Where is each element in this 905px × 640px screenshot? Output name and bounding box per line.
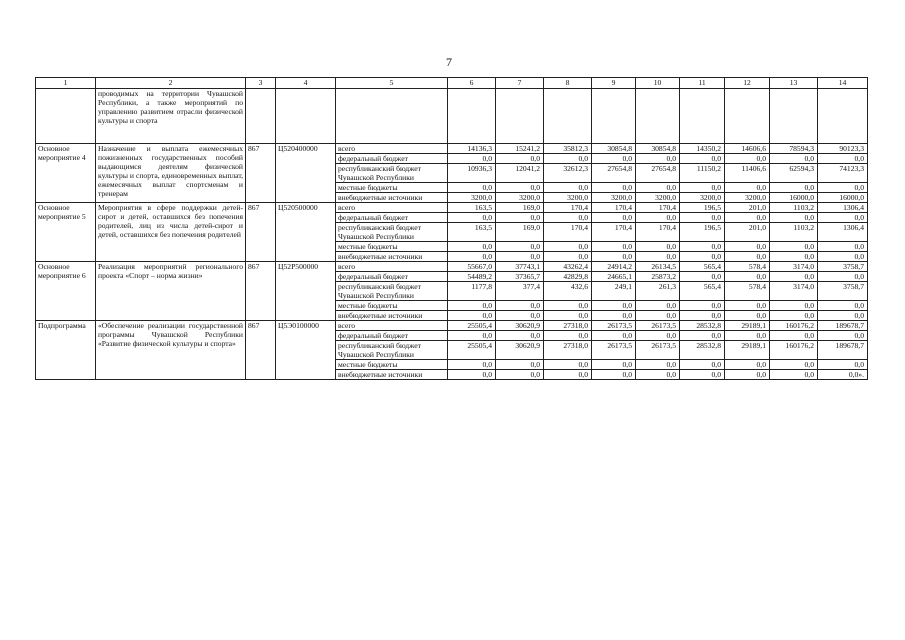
funding-source: внебюджетные источники — [336, 311, 448, 321]
amount-cell: 0,0 — [448, 242, 496, 252]
amount-cell: 160176,2 — [770, 321, 818, 331]
amount-cell: 11406,6 — [725, 164, 770, 183]
funding-source: всего — [336, 262, 448, 272]
amount-cell: 0,0 — [636, 311, 680, 321]
amount-cell: 1103,2 — [770, 223, 818, 242]
funding-source: всего — [336, 144, 448, 154]
amount-cell: 0,0 — [725, 213, 770, 223]
funding-source: местные бюджеты — [336, 360, 448, 370]
amount-cell: 0,0 — [544, 301, 592, 311]
amount-cell: 1306,4 — [818, 223, 868, 242]
amount-cell: 0,0 — [636, 370, 680, 380]
amount-cell: 0,0 — [770, 154, 818, 164]
amount-cell: 27654,8 — [636, 164, 680, 183]
amount-cell: 3758,7 — [818, 282, 868, 301]
amount-cell: 0,0 — [592, 311, 636, 321]
amount-cell: 0,0 — [496, 252, 544, 262]
amount-cell: 27654,8 — [592, 164, 636, 183]
amount-cell: 0,0 — [636, 331, 680, 341]
amount-cell: 3200,0 — [680, 193, 725, 203]
amount-cell: 0,0 — [496, 311, 544, 321]
amount-cell: 0,0 — [770, 311, 818, 321]
amount-cell: 0,0 — [448, 154, 496, 164]
amount-cell: 0,0 — [496, 183, 544, 193]
amount-cell: 0,0 — [818, 272, 868, 282]
amount-cell: 3200,0 — [636, 193, 680, 203]
amount-cell: 170,4 — [592, 223, 636, 242]
amount-cell: 0,0 — [544, 154, 592, 164]
amount-cell: 0,0 — [680, 242, 725, 252]
amount-cell: 25505,4 — [448, 321, 496, 331]
header-cell: 13 — [770, 78, 818, 89]
amount-cell: 3200,0 — [592, 193, 636, 203]
funding-source: федеральный бюджет — [336, 331, 448, 341]
header-cell: 2 — [96, 78, 246, 89]
budget-code: Ц5Э0100000 — [276, 321, 336, 380]
amount-cell: 3200,0 — [496, 193, 544, 203]
amount-cell: 0,0 — [448, 252, 496, 262]
funding-source: республиканский бюджет Чувашской Республики — [336, 341, 448, 360]
amount-cell: 11150,2 — [680, 164, 725, 183]
amount-cell: 0,0 — [448, 301, 496, 311]
amount-cell: 0,0 — [544, 242, 592, 252]
amount-cell: 0,0 — [818, 242, 868, 252]
amount-cell: 0,0». — [818, 370, 868, 380]
amount-cell: 0,0 — [770, 301, 818, 311]
amount-cell: 0,0 — [544, 183, 592, 193]
amount-cell: 37743,1 — [496, 262, 544, 272]
amount-cell: 26134,5 — [636, 262, 680, 272]
measure-description: Реализация мероприятий регионального проекта «Спорт – норма жизни» — [96, 262, 246, 321]
column-number-header — [36, 78, 868, 89]
amount-cell: 16000,0 — [770, 193, 818, 203]
amount-cell: 0,0 — [725, 242, 770, 252]
amount-cell: 0,0 — [592, 301, 636, 311]
measure-description: Мероприятия в сфере поддержки детей-сирот и детей, оставшихся без попечения родителей, лиц из числа детей-сирот и детей, оставшихся без попечения родителей — [96, 203, 246, 262]
amount-cell: 26173,5 — [592, 341, 636, 360]
amount-cell: 0,0 — [636, 213, 680, 223]
amount-cell: 26173,5 — [592, 321, 636, 331]
table-body — [36, 78, 868, 380]
amount-cell: 35812,3 — [544, 144, 592, 154]
amount-cell: 42829,8 — [544, 272, 592, 282]
amount-cell: 27318,0 — [544, 321, 592, 331]
amount-cell: 62594,3 — [770, 164, 818, 183]
amount-cell: 0,0 — [544, 331, 592, 341]
amount-cell: 0,0 — [496, 154, 544, 164]
amount-cell: 0,0 — [818, 213, 868, 223]
header-cell: 8 — [544, 78, 592, 89]
amount-cell: 0,0 — [725, 360, 770, 370]
funding-source: республиканский бюджет Чувашской Республики — [336, 223, 448, 242]
amount-cell: 0,0 — [818, 301, 868, 311]
amount-cell: 24665,1 — [592, 272, 636, 282]
amount-cell: 170,4 — [592, 203, 636, 213]
funding-source: федеральный бюджет — [336, 272, 448, 282]
amount-cell: 578,4 — [725, 262, 770, 272]
amount-cell: 0,0 — [725, 183, 770, 193]
amount-cell: 0,0 — [592, 183, 636, 193]
grbs-code: 867 — [246, 321, 276, 380]
amount-cell: 377,4 — [496, 282, 544, 301]
measure-name: Основное мероприятие 5 — [36, 203, 96, 262]
amount-cell: 0,0 — [818, 311, 868, 321]
amount-cell: 0,0 — [592, 252, 636, 262]
amount-cell: 1306,4 — [818, 203, 868, 213]
amount-cell: 12041,2 — [496, 164, 544, 183]
amount-cell: 0,0 — [636, 183, 680, 193]
page-number: 7 — [446, 55, 452, 69]
amount-cell: 0,0 — [770, 370, 818, 380]
amount-cell: 0,0 — [680, 311, 725, 321]
amount-cell: 0,0 — [818, 154, 868, 164]
amount-cell: 0,0 — [770, 272, 818, 282]
table-row — [36, 321, 868, 331]
amount-cell: 29189,1 — [725, 321, 770, 331]
header-cell: 3 — [246, 78, 276, 89]
header-cell: 11 — [680, 78, 725, 89]
header-cell: 1 — [36, 78, 96, 89]
amount-cell: 0,0 — [496, 213, 544, 223]
header-cell: 5 — [336, 78, 448, 89]
amount-cell: 0,0 — [544, 252, 592, 262]
amount-cell: 170,4 — [636, 223, 680, 242]
amount-cell: 0,0 — [680, 360, 725, 370]
budget-code: Ц52P500000 — [276, 262, 336, 321]
amount-cell: 3174,0 — [770, 262, 818, 272]
amount-cell: 0,0 — [770, 331, 818, 341]
amount-cell: 0,0 — [818, 331, 868, 341]
amount-cell: 432,6 — [544, 282, 592, 301]
amount-cell: 37365,7 — [496, 272, 544, 282]
amount-cell: 0,0 — [770, 213, 818, 223]
funding-source: всего — [336, 203, 448, 213]
amount-cell: 25505,4 — [448, 341, 496, 360]
amount-cell: 0,0 — [448, 331, 496, 341]
amount-cell: 0,0 — [770, 183, 818, 193]
amount-cell: 0,0 — [818, 183, 868, 193]
amount-cell: 30620,9 — [496, 321, 544, 331]
amount-cell: 0,0 — [544, 360, 592, 370]
funding-source: республиканский бюджет Чувашской Республики — [336, 164, 448, 183]
amount-cell: 565,4 — [680, 282, 725, 301]
amount-cell: 0,0 — [680, 272, 725, 282]
amount-cell: 0,0 — [680, 154, 725, 164]
header-cell: 6 — [448, 78, 496, 89]
amount-cell: 0,0 — [448, 360, 496, 370]
funding-source: местные бюджеты — [336, 183, 448, 193]
budget-code: Ц520400000 — [276, 144, 336, 203]
amount-cell: 24914,2 — [592, 262, 636, 272]
grbs-code: 867 — [246, 144, 276, 203]
amount-cell: 0,0 — [592, 242, 636, 252]
amount-cell: 54489,2 — [448, 272, 496, 282]
funding-source: республиканский бюджет Чувашской Республики — [336, 282, 448, 301]
table-row — [36, 262, 868, 272]
amount-cell: 30620,9 — [496, 341, 544, 360]
amount-cell: 565,4 — [680, 262, 725, 272]
amount-cell: 0,0 — [725, 272, 770, 282]
funding-table — [35, 77, 868, 380]
funding-source: внебюджетные источники — [336, 370, 448, 380]
amount-cell: 0,0 — [725, 370, 770, 380]
measure-description: Назначение и выплата ежемесячных пожизненных государственных пособий выдающимся деятелям физической культуры и спорта, единовременных выплат, ежемесячных выплат спортсменам и тренерам — [96, 144, 246, 203]
measure-name: Основное мероприятие 4 — [36, 144, 96, 203]
amount-cell: 0,0 — [680, 331, 725, 341]
amount-cell: 0,0 — [680, 213, 725, 223]
amount-cell: 0,0 — [818, 252, 868, 262]
amount-cell: 170,4 — [544, 203, 592, 213]
grbs-code: 867 — [246, 203, 276, 262]
amount-cell: 0,0 — [770, 242, 818, 252]
amount-cell: 0,0 — [680, 301, 725, 311]
amount-cell: 0,0 — [636, 242, 680, 252]
amount-cell: 0,0 — [680, 370, 725, 380]
amount-cell: 249,1 — [592, 282, 636, 301]
header-cell: 14 — [818, 78, 868, 89]
header-cell: 10 — [636, 78, 680, 89]
amount-cell: 189678,7 — [818, 341, 868, 360]
amount-cell: 0,0 — [725, 301, 770, 311]
table-row — [36, 203, 868, 213]
amount-cell: 578,4 — [725, 282, 770, 301]
measure-description: «Обеспечение реализации государственной программы Чувашской Республики «Развитие физической культуры и спорта» — [96, 321, 246, 380]
budget-code: Ц520500000 — [276, 203, 336, 262]
amount-cell: 0,0 — [496, 331, 544, 341]
amount-cell: 0,0 — [818, 360, 868, 370]
amount-cell: 30854,8 — [636, 144, 680, 154]
amount-cell: 0,0 — [636, 360, 680, 370]
amount-cell: 26173,5 — [636, 341, 680, 360]
amount-cell: 0,0 — [496, 370, 544, 380]
header-cell: 4 — [276, 78, 336, 89]
amount-cell: 1177,8 — [448, 282, 496, 301]
amount-cell: 3174,0 — [770, 282, 818, 301]
funding-source: внебюджетные источники — [336, 252, 448, 262]
amount-cell: 0,0 — [680, 183, 725, 193]
amount-cell: 0,0 — [770, 360, 818, 370]
amount-cell: 189678,7 — [818, 321, 868, 331]
funding-source: федеральный бюджет — [336, 154, 448, 164]
amount-cell: 26173,5 — [636, 321, 680, 331]
amount-cell: 169,0 — [496, 203, 544, 213]
amount-cell: 1103,2 — [770, 203, 818, 213]
amount-cell: 261,3 — [636, 282, 680, 301]
amount-cell: 3758,7 — [818, 262, 868, 272]
amount-cell: 170,4 — [636, 203, 680, 213]
amount-cell: 3200,0 — [448, 193, 496, 203]
amount-cell: 0,0 — [496, 360, 544, 370]
amount-cell: 0,0 — [725, 252, 770, 262]
amount-cell: 0,0 — [725, 311, 770, 321]
amount-cell: 14350,2 — [680, 144, 725, 154]
header-cell: 9 — [592, 78, 636, 89]
amount-cell: 28532,8 — [680, 321, 725, 331]
amount-cell: 0,0 — [592, 360, 636, 370]
amount-cell: 170,4 — [544, 223, 592, 242]
amount-cell: 0,0 — [448, 213, 496, 223]
amount-cell: 29189,1 — [725, 341, 770, 360]
amount-cell: 74123,3 — [818, 164, 868, 183]
amount-cell: 0,0 — [725, 154, 770, 164]
amount-cell: 196,5 — [680, 223, 725, 242]
amount-cell: 0,0 — [636, 301, 680, 311]
continuation-cell-1 — [36, 89, 96, 144]
amount-cell: 0,0 — [592, 154, 636, 164]
amount-cell: 0,0 — [448, 183, 496, 193]
amount-cell: 0,0 — [544, 311, 592, 321]
amount-cell: 27318,0 — [544, 341, 592, 360]
amount-cell: 160176,2 — [770, 341, 818, 360]
funding-source: внебюджетные источники — [336, 193, 448, 203]
funding-source: местные бюджеты — [336, 301, 448, 311]
amount-cell: 10936,3 — [448, 164, 496, 183]
header-cell: 12 — [725, 78, 770, 89]
measure-name: Основное мероприятие 6 — [36, 262, 96, 321]
amount-cell: 196,5 — [680, 203, 725, 213]
amount-cell: 0,0 — [544, 213, 592, 223]
amount-cell: 15241,2 — [496, 144, 544, 154]
amount-cell: 55667,0 — [448, 262, 496, 272]
amount-cell: 14136,3 — [448, 144, 496, 154]
amount-cell: 201,0 — [725, 203, 770, 213]
amount-cell: 43262,4 — [544, 262, 592, 272]
amount-cell: 78594,3 — [770, 144, 818, 154]
amount-cell: 0,0 — [592, 331, 636, 341]
table-row — [36, 144, 868, 154]
continuation-text: проводимых на территории Чувашской Республики, а также мероприятий по управлению развитием отрасли физической культуры и спорта — [96, 89, 246, 144]
amount-cell: 32612,3 — [544, 164, 592, 183]
amount-cell: 0,0 — [496, 242, 544, 252]
amount-cell: 163,5 — [448, 223, 496, 242]
amount-cell: 25873,2 — [636, 272, 680, 282]
measure-name: Подпрограмма — [36, 321, 96, 380]
header-cell: 7 — [496, 78, 544, 89]
amount-cell: 3200,0 — [544, 193, 592, 203]
amount-cell: 0,0 — [770, 252, 818, 262]
amount-cell: 14606,6 — [725, 144, 770, 154]
amount-cell: 169,0 — [496, 223, 544, 242]
amount-cell: 0,0 — [592, 370, 636, 380]
amount-cell: 30854,8 — [592, 144, 636, 154]
amount-cell: 0,0 — [725, 331, 770, 341]
amount-cell: 16000,0 — [818, 193, 868, 203]
amount-cell: 0,0 — [592, 213, 636, 223]
amount-cell: 0,0 — [448, 311, 496, 321]
continuation-row — [36, 89, 868, 144]
amount-cell: 0,0 — [680, 252, 725, 262]
amount-cell: 0,0 — [636, 154, 680, 164]
amount-cell: 201,0 — [725, 223, 770, 242]
amount-cell: 90123,3 — [818, 144, 868, 154]
funding-source: местные бюджеты — [336, 242, 448, 252]
grbs-code: 867 — [246, 262, 276, 321]
amount-cell: 0,0 — [636, 252, 680, 262]
amount-cell: 0,0 — [448, 370, 496, 380]
amount-cell: 0,0 — [544, 370, 592, 380]
amount-cell: 0,0 — [496, 301, 544, 311]
amount-cell: 28532,8 — [680, 341, 725, 360]
amount-cell: 163,5 — [448, 203, 496, 213]
funding-source: всего — [336, 321, 448, 331]
amount-cell: 3200,0 — [725, 193, 770, 203]
funding-source: федеральный бюджет — [336, 213, 448, 223]
